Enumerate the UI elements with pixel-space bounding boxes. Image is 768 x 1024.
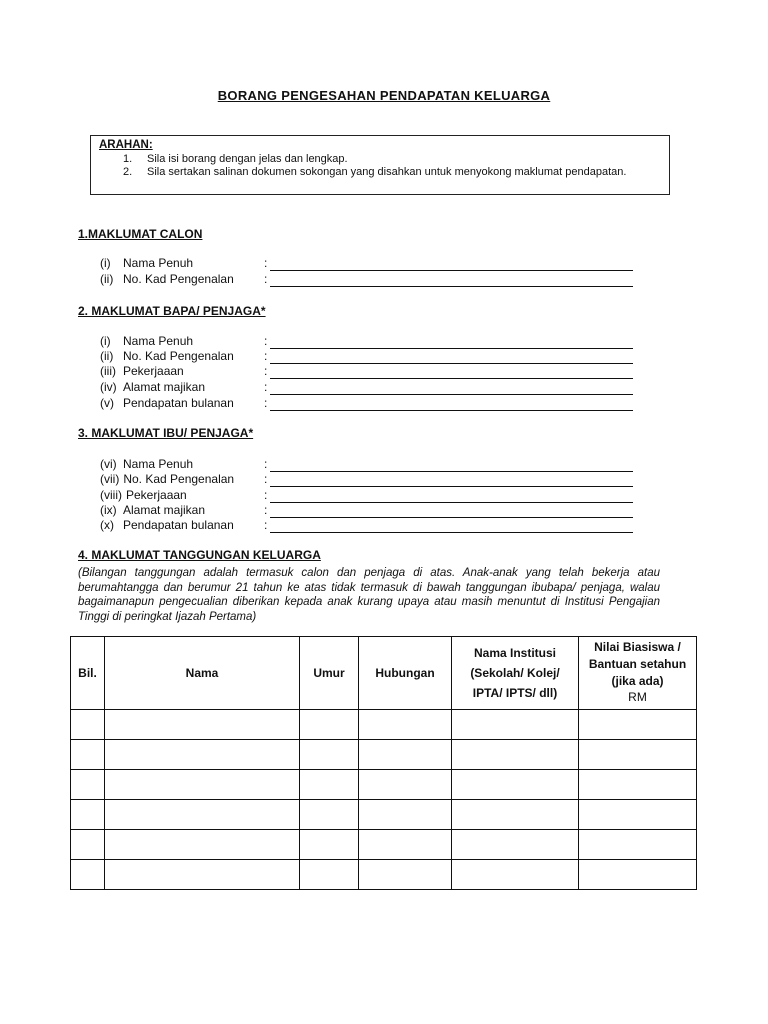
field-label-text: Nama Penuh [123, 334, 194, 348]
table-cell[interactable] [452, 710, 579, 740]
field-label-text: Pendapatan bulanan [123, 518, 234, 532]
table-cell[interactable] [71, 860, 105, 890]
instruction-text: Sila isi borang dengan jelas dan lengkap. [147, 153, 348, 165]
field-label-father-name [100, 334, 193, 348]
dependents-note: (Bilangan tanggungan adalah termasuk calon dan penjaga di atas. Anak-anak yang telah bekerja atau berumahtangga dan berumur 21 tahun ke atas tidak termasuk di bawah tanggungan ibubapa/ penjaga, walau bagaimanapun pengecualian diberikan kepada anak kurang upaya atau masih menuntut di Institusi Pengajian Tinggi di peringkat Ijazah Pertama) [78, 567, 660, 623]
table-cell[interactable] [105, 710, 300, 740]
father-ic-line[interactable] [270, 363, 633, 364]
header-line: Bantuan setahun [588, 657, 687, 671]
header-line: (jika ada) [611, 674, 664, 688]
field-label-text: No. Kad Pengenalan [123, 272, 234, 286]
table-cell[interactable] [359, 740, 452, 770]
field-label-father-ic [100, 349, 234, 363]
field-number: (x) [100, 518, 114, 532]
field-number: (ii) [100, 272, 114, 286]
father-income-line[interactable] [270, 410, 633, 411]
table-row [71, 710, 697, 740]
field-label-text: Pendapatan bulanan [123, 396, 234, 410]
table-cell[interactable] [359, 800, 452, 830]
table-row [71, 740, 697, 770]
field-number: (viii) [100, 488, 122, 502]
field-colon: : [264, 396, 268, 410]
table-cell[interactable] [359, 710, 452, 740]
field-number: (v) [100, 396, 114, 410]
field-label-mother-income [100, 518, 234, 532]
section-heading-father: 2. MAKLUMAT BAPA/ PENJAGA* [78, 304, 266, 318]
table-cell[interactable] [71, 830, 105, 860]
field-colon: : [264, 364, 268, 378]
field-colon: : [264, 488, 268, 502]
header-line: (Sekolah/ Kolej/ [470, 666, 560, 680]
column-header-biasiswa [579, 637, 697, 710]
field-colon: : [264, 503, 268, 517]
mother-occupation-line[interactable] [270, 502, 633, 503]
table-cell[interactable] [579, 830, 697, 860]
table-cell[interactable] [359, 860, 452, 890]
header-line: IPTA/ IPTS/ dll) [472, 686, 558, 700]
field-number: (vii) [100, 472, 120, 486]
field-number: (i) [100, 256, 111, 270]
dependents-table [70, 636, 697, 890]
column-header-nama: Nama [105, 637, 300, 710]
field-label-father-occupation [100, 364, 184, 378]
table-cell[interactable] [452, 770, 579, 800]
table-row [71, 770, 697, 800]
table-cell[interactable] [579, 740, 697, 770]
table-cell[interactable] [359, 770, 452, 800]
table-cell[interactable] [300, 710, 359, 740]
field-label-candidate-name [100, 256, 193, 270]
father-name-line[interactable] [270, 348, 633, 349]
header-line: RM [628, 690, 647, 704]
field-label-text: No. Kad Pengenalan [123, 472, 235, 486]
mother-name-line[interactable] [270, 471, 633, 472]
field-label-text: Pekerjaaan [123, 364, 184, 378]
field-label-text: Nama Penuh [123, 457, 194, 471]
table-cell[interactable] [71, 800, 105, 830]
mother-ic-line[interactable] [270, 486, 633, 487]
instruction-number: 2. [123, 166, 133, 178]
father-occupation-line[interactable] [270, 378, 633, 379]
field-colon: : [264, 349, 268, 363]
field-colon: : [264, 334, 268, 348]
field-colon: : [264, 457, 268, 471]
table-cell[interactable] [105, 860, 300, 890]
instructions-heading: ARAHAN: [99, 139, 153, 151]
form-title: BORANG PENGESAHAN PENDAPATAN KELUARGA [217, 88, 551, 103]
table-cell[interactable] [579, 710, 697, 740]
candidate-ic-line[interactable] [270, 286, 633, 287]
mother-income-line[interactable] [270, 532, 633, 533]
section-heading-candidate: 1.MAKLUMAT CALON [78, 227, 203, 241]
field-number: (iv) [100, 380, 117, 394]
candidate-name-line[interactable] [270, 270, 633, 271]
table-cell[interactable] [71, 710, 105, 740]
field-label-father-employer-address [100, 380, 205, 394]
mother-employer-address-line[interactable] [270, 517, 633, 518]
field-label-mother-name [100, 457, 193, 471]
table-cell[interactable] [300, 770, 359, 800]
field-colon: : [264, 272, 268, 286]
instruction-text: Sila sertakan salinan dokumen sokongan yang disahkan untuk menyokong maklumat pendapatan. [147, 166, 627, 178]
field-label-candidate-ic [100, 272, 234, 286]
field-colon: : [264, 256, 268, 270]
table-cell[interactable] [105, 740, 300, 770]
field-label-text: No. Kad Pengenalan [123, 349, 234, 363]
field-number: (i) [100, 334, 111, 348]
table-cell[interactable] [359, 830, 452, 860]
column-header-institusi [452, 637, 579, 710]
field-label-mother-employer-address [100, 503, 205, 517]
field-number: (ii) [100, 349, 114, 363]
field-label-text: Pekerjaaan [126, 488, 187, 502]
column-header-bil: Bil. [71, 637, 105, 710]
table-cell[interactable] [71, 740, 105, 770]
table-cell[interactable] [105, 770, 300, 800]
section-heading-dependents: 4. MAKLUMAT TANGGUNGAN KELUARGA [78, 548, 321, 562]
field-number: (vi) [100, 457, 117, 471]
header-line: Nilai Biasiswa / [594, 640, 681, 654]
field-colon: : [264, 380, 268, 394]
field-label-mother-occupation [100, 488, 187, 502]
table-cell[interactable] [105, 800, 300, 830]
field-label-text: Nama Penuh [123, 256, 194, 270]
table-cell[interactable] [452, 740, 579, 770]
table-cell[interactable] [452, 830, 579, 860]
table-cell[interactable] [452, 860, 579, 890]
table-cell[interactable] [105, 830, 300, 860]
table-cell[interactable] [579, 800, 697, 830]
field-number: (iii) [100, 364, 116, 378]
field-colon: : [264, 518, 268, 532]
header-line: Nama Institusi [473, 646, 557, 660]
table-row [71, 860, 697, 890]
field-colon: : [264, 472, 268, 486]
section-heading-mother: 3. MAKLUMAT IBU/ PENJAGA* [78, 426, 254, 440]
table-row [71, 830, 697, 860]
field-label-text: Alamat majikan [123, 503, 206, 517]
field-label-mother-ic [100, 472, 234, 486]
table-cell[interactable] [300, 860, 359, 890]
field-number: (ix) [100, 503, 117, 517]
table-cell[interactable] [579, 770, 697, 800]
instructions-box [90, 135, 670, 195]
table-cell[interactable] [300, 830, 359, 860]
column-header-umur: Umur [300, 637, 359, 710]
table-cell[interactable] [452, 800, 579, 830]
table-header-row [71, 637, 697, 710]
table-row [71, 800, 697, 830]
table-cell[interactable] [579, 860, 697, 890]
instruction-number: 1. [123, 153, 133, 165]
father-employer-address-line[interactable] [270, 394, 633, 395]
table-cell[interactable] [71, 770, 105, 800]
table-cell[interactable] [300, 740, 359, 770]
column-header-hubungan: Hubungan [359, 637, 452, 710]
field-label-text: Alamat majikan [123, 380, 206, 394]
field-label-father-income [100, 396, 234, 410]
table-cell[interactable] [300, 800, 359, 830]
